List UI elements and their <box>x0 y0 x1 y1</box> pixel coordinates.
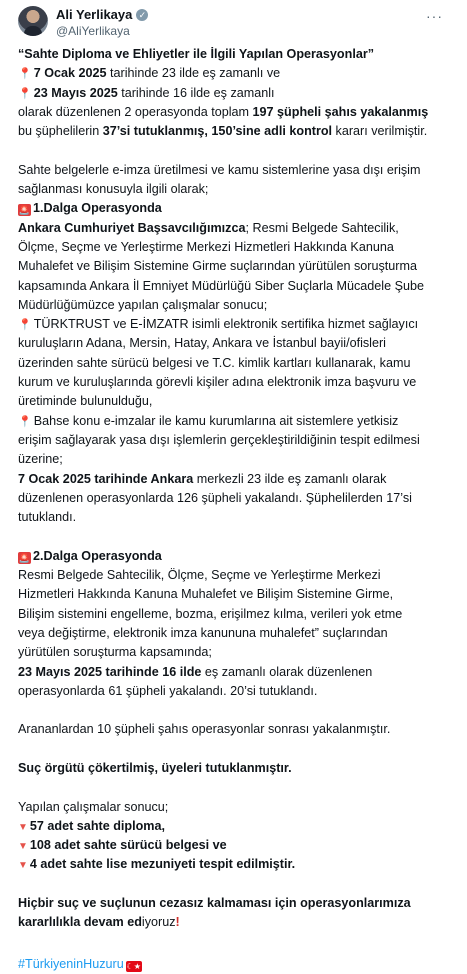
tweet-line: Arananlardan 10 şüpheli şahıs operasyonlar sonrası yakalanmıştır. <box>18 722 391 737</box>
tweet-line: veya değiştirme, elektronik imza kanununa muhalefet” suçlarından <box>18 625 388 640</box>
author-handle[interactable]: @AliYerlikaya <box>56 24 130 38</box>
result-item: ▼ 57 adet sahte diploma, <box>18 818 165 833</box>
tweet-line: Ankara Cumhuriyet Başsavcılığımızca; Resmi Belgede Sahtecilik, <box>18 220 399 235</box>
tweet-line: düzenlenen operasyonlarda 126 şüpheli yakalandı. Şüphelilerden 17’si <box>18 490 412 505</box>
tweet-line: kurum ve kuruluşlarında görevli kişiler adına elektronik imza başvuru ve <box>18 375 417 390</box>
tweet-line: yürütülen soruşturma kapsamında; <box>18 645 212 660</box>
tweet-line: Suç örgütü çökertilmiş, üyeleri tutuklanmıştır. <box>18 760 292 775</box>
tweet-title: “Sahte Diploma ve Ehliyetler ile İlgili Yapılan Operasyonlar” <box>18 47 375 61</box>
turkey-flag-icon: ☾★ <box>126 961 141 971</box>
pin-icon: 📍 <box>18 87 32 100</box>
tweet-line: 23 Mayıs 2025 tarihinde 16 ilde eş zamanlı olarak düzenlenen <box>18 664 373 679</box>
down-triangle-icon: ▼ <box>18 821 28 833</box>
section-heading-wave-1: 🚨 1.Dalga Operasyonda <box>18 201 162 216</box>
down-triangle-icon: ▼ <box>18 860 28 872</box>
tweet-header <box>18 4 449 40</box>
tweet-line: Ölçme, Seçme ve Yerleştirme Merkezi Hizmetleri Hakkında Kanuna <box>18 239 394 254</box>
author-block <box>56 7 148 39</box>
tweet-line: erişim sağlayarak yasa dışı işlemlerin gerçekleştirildiğinin tespit edilmesi <box>18 432 420 447</box>
tweet-line: bu şüphelilerin 37’si tutuklanmış, 150’sine adli kontrol kararı verilmiştir. <box>18 124 428 139</box>
pin-icon: 📍 <box>18 68 32 81</box>
tweet-line: üzerine; <box>18 452 63 467</box>
tweet-line: olarak düzenlenen 2 operasyonda toplam 197 şüpheli şahıs yakalanmış <box>18 104 429 119</box>
tweet-line: operasyonlarda 61 şüpheli yakalandı. 20’si tutuklandı. <box>18 683 318 698</box>
tweet-line: 📍 23 Mayıs 2025 tarihinde 16 ilde eş zamanlı <box>18 85 275 100</box>
hashtag-line <box>18 955 449 974</box>
hashtag-link[interactable]: #TürkiyeninHuzuru <box>18 956 124 971</box>
tweet-line: Sahte belgelerle e-imza üretilmesi ve kamu sistemlerine yasa dışı erişim <box>18 162 421 177</box>
tweet-line: Muhalefet ve Bilişim Sistemine Girme suçlarından yürütülen soruşturma <box>18 259 417 274</box>
tweet-line: 📍 TÜRKTRUST ve E-İMZATR isimli elektronik sertifika hizmet sağlayıcı <box>18 317 419 332</box>
tweet-line: kararlılıkla devam ediyoruz! <box>18 915 180 930</box>
tweet-line: üretiminde bulunulduğu, <box>18 394 153 409</box>
siren-icon: 🚨 <box>18 205 31 216</box>
tweet-line: Hizmetleri Hakkında Kanuna Muhalefet ve Bilişim Sistemine Girme, <box>18 587 394 602</box>
tweet-line: 📍 Bahse konu e-imzalar ile kamu kurumlarına ait sistemlere yetkisiz <box>18 413 399 428</box>
verified-badge-icon: ✓ <box>136 9 148 21</box>
more-options-icon[interactable]: ··· <box>426 8 443 24</box>
avatar[interactable] <box>18 6 48 36</box>
result-item: ▼ 108 adet sahte sürücü belgesi ve <box>18 838 227 853</box>
down-triangle-icon: ▼ <box>18 841 28 853</box>
tweet-line: sağlanması konusuyla ilgili olarak; <box>18 182 209 197</box>
tweet-text <box>18 45 449 974</box>
tweet-line: kuruluşların Adana, Mersin, Hatay, Ankara ve İstanbul bayii/ofisleri <box>18 336 386 351</box>
tweet-line: tutuklandı. <box>18 510 77 525</box>
exclamation-icon: ! <box>175 915 180 930</box>
tweet-line: üzerinden sahte sürücü belgesi ve T.C. kimlik kartları kullanarak, kamu <box>18 355 411 370</box>
tweet-line: 📍 7 Ocak 2025 tarihinde 23 ilde eş zamanlı ve <box>18 66 281 81</box>
siren-icon: 🚨 <box>18 552 31 563</box>
pin-icon: 📍 <box>18 319 32 332</box>
tweet-line: 7 Ocak 2025 tarihinde Ankara merkezli 23 ilde eş zamanlı olarak <box>18 471 387 486</box>
result-item: ▼ 4 adet sahte lise mezuniyeti tespit edilmiştir. <box>18 857 296 872</box>
author-name[interactable]: Ali Yerlikaya <box>56 7 133 22</box>
tweet-line: kapsamında Ankara İl Emniyet Müdürlüğü Siber Suçlarla Mücadele Şube <box>18 278 425 293</box>
section-heading-wave-2: 🚨 2.Dalga Operasyonda <box>18 548 162 563</box>
tweet-line: Müdürlüğümüzce yapılan çalışmalar sonucu; <box>18 297 268 312</box>
tweet-line: Resmi Belgede Sahtecilik, Ölçme, Seçme ve Yerleştirme Merkezi <box>18 568 381 583</box>
tweet-line: Yapılan çalışmalar sonucu; <box>18 799 169 814</box>
tweet-line: Bilişim sistemini engelleme, bozma, erişilmez kılma, verileri yok etme <box>18 606 403 621</box>
pin-icon: 📍 <box>18 415 32 428</box>
tweet-line: Hiçbir suç ve suçlunun cezasız kalmaması için operasyonlarımıza <box>18 896 411 911</box>
